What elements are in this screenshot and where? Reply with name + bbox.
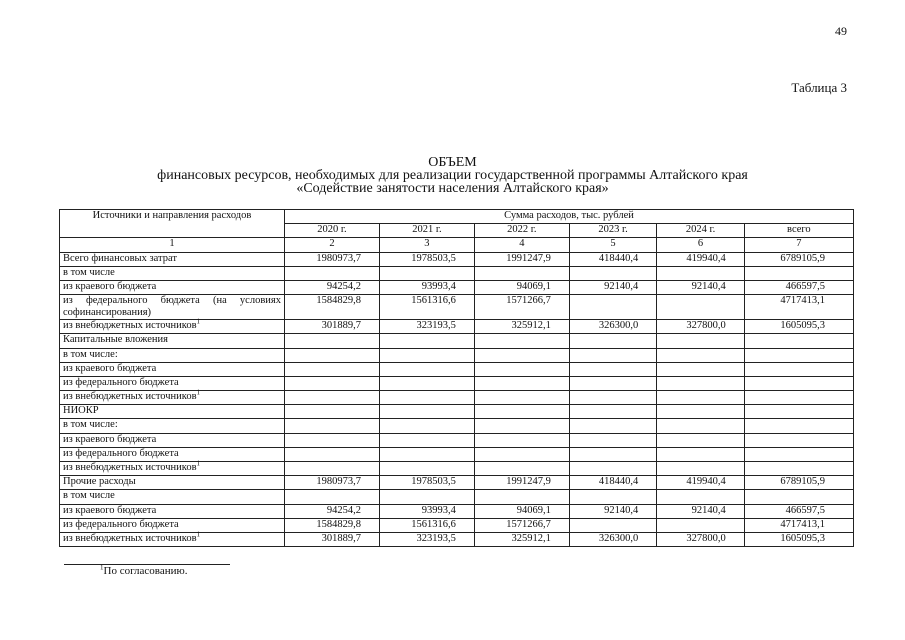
- cell-value: 326300,0: [569, 320, 656, 334]
- cell-value: 419940,4: [657, 476, 744, 490]
- cell-value: 323193,5: [379, 320, 474, 334]
- footnote-ref: 1: [196, 530, 201, 539]
- cell-total: [744, 405, 853, 419]
- row-label: [60, 295, 285, 320]
- table-row: [60, 280, 854, 294]
- row-label-text: из краевого бюджета: [63, 362, 157, 374]
- cell-total: 466597,5: [744, 280, 853, 294]
- table-row: [60, 476, 854, 490]
- cell-value: [474, 376, 569, 390]
- cell-total: 1605095,3: [744, 532, 853, 546]
- row-label: [60, 388, 285, 405]
- table-row: [60, 433, 854, 447]
- cell-total: 466597,5: [744, 504, 853, 518]
- row-label: [60, 419, 285, 433]
- table-label: Таблица 3: [791, 80, 847, 95]
- cell-value: [474, 419, 569, 433]
- cell-value: [379, 334, 474, 348]
- cell-total: [744, 266, 853, 280]
- cell-value: 325912,1: [474, 320, 569, 334]
- row-label: [60, 317, 285, 334]
- table-row: [60, 462, 854, 476]
- row-label-text: в том числе:: [63, 419, 118, 431]
- cell-value: [657, 376, 744, 390]
- row-label-text: из федерального бюджета: [63, 376, 179, 388]
- row-label-text: в том числе: [63, 266, 115, 278]
- cell-value: [569, 376, 656, 390]
- cell-total: 4717413,1: [744, 518, 853, 532]
- cell-value: [569, 391, 656, 405]
- cell-value: 1980973,7: [285, 476, 380, 490]
- cell-value: [474, 462, 569, 476]
- financial-resources-table: [59, 209, 854, 547]
- row-label: [60, 334, 285, 348]
- cell-value: [474, 447, 569, 461]
- cell-value: [379, 405, 474, 419]
- cell-value: [379, 362, 474, 376]
- cell-value: [379, 419, 474, 433]
- cell-value: 94069,1: [474, 504, 569, 518]
- header-year: 2022 г.: [474, 224, 569, 238]
- header-row-numbers: [60, 238, 854, 252]
- row-label: [60, 504, 285, 518]
- cell-value: 1584829,8: [285, 518, 380, 532]
- row-label: [60, 459, 285, 476]
- cell-value: 92140,4: [569, 504, 656, 518]
- cell-value: [569, 447, 656, 461]
- column-number: 7: [744, 238, 853, 252]
- header-year: 2021 г.: [379, 224, 474, 238]
- row-label: [60, 532, 285, 546]
- cell-total: [744, 391, 853, 405]
- cell-total: [744, 362, 853, 376]
- cell-value: [379, 462, 474, 476]
- cell-value: 93993,4: [379, 504, 474, 518]
- table-row: [60, 419, 854, 433]
- table-row: [60, 391, 854, 405]
- footnote-text: По согласованию.: [103, 565, 188, 577]
- document-title: [0, 156, 905, 195]
- row-label: [60, 280, 285, 294]
- cell-value: [569, 433, 656, 447]
- table-row: [60, 490, 854, 504]
- cell-value: [474, 362, 569, 376]
- cell-value: [657, 518, 744, 532]
- cell-value: [474, 266, 569, 280]
- cell-value: [657, 433, 744, 447]
- cell-total: [744, 490, 853, 504]
- header-sum-caption: Сумма расходов, тыс. рублей: [285, 210, 854, 224]
- cell-value: [569, 490, 656, 504]
- header-year: 2024 г.: [657, 224, 744, 238]
- cell-value: [657, 295, 744, 320]
- cell-value: 92140,4: [657, 504, 744, 518]
- row-label: [60, 376, 285, 390]
- row-label: [60, 252, 285, 266]
- cell-value: 1991247,9: [474, 252, 569, 266]
- table-row: [60, 447, 854, 461]
- cell-value: [657, 462, 744, 476]
- table-row: [60, 362, 854, 376]
- row-label-text: из краевого бюджета: [63, 433, 157, 445]
- cell-value: 418440,4: [569, 476, 656, 490]
- cell-value: [569, 405, 656, 419]
- row-label-text: из внебюджетных источников: [63, 462, 197, 473]
- cell-value: 327800,0: [657, 320, 744, 334]
- cell-value: [569, 362, 656, 376]
- cell-value: [285, 490, 380, 504]
- cell-value: [285, 433, 380, 447]
- header-year: 2020 г.: [285, 224, 380, 238]
- row-label-text: из краевого бюджета: [63, 504, 157, 516]
- row-label-text: Прочие расходы: [63, 476, 136, 488]
- cell-value: 1978503,5: [379, 476, 474, 490]
- cell-total: 6789105,9: [744, 252, 853, 266]
- row-label: [60, 490, 285, 504]
- table-row: [60, 320, 854, 334]
- column-number: 6: [657, 238, 744, 252]
- row-label-text: из федерального бюджета (на условиях софинансирования): [63, 295, 281, 319]
- table-row: [60, 532, 854, 546]
- cell-value: [657, 490, 744, 504]
- cell-value: 1991247,9: [474, 476, 569, 490]
- row-label-text: из федерального бюджета: [63, 447, 179, 459]
- row-label-text: Всего финансовых затрат: [63, 252, 177, 264]
- column-number: 2: [285, 238, 380, 252]
- cell-value: 1571266,7: [474, 518, 569, 532]
- header-sources: Источники и направления расходов: [60, 210, 285, 238]
- cell-value: [379, 391, 474, 405]
- table-row: [60, 405, 854, 419]
- cell-value: 326300,0: [569, 532, 656, 546]
- row-label-text: из внебюджетных источников: [63, 391, 197, 403]
- cell-value: [569, 462, 656, 476]
- table-row: [60, 266, 854, 280]
- cell-value: [569, 295, 656, 320]
- cell-value: [569, 419, 656, 433]
- cell-value: 419940,4: [657, 252, 744, 266]
- cell-value: [474, 334, 569, 348]
- row-label-text: в том числе:: [63, 348, 118, 360]
- cell-value: [379, 376, 474, 390]
- cell-value: 1584829,8: [285, 295, 380, 320]
- table-row: [60, 504, 854, 518]
- table-row: [60, 295, 854, 320]
- table-row: [60, 348, 854, 362]
- cell-value: [285, 462, 380, 476]
- cell-value: [285, 362, 380, 376]
- row-label: [60, 266, 285, 280]
- footnote: [100, 565, 187, 577]
- header-year: 2023 г.: [569, 224, 656, 238]
- footnote-ref: 1: [196, 459, 201, 468]
- page-number: 49: [835, 24, 847, 38]
- cell-value: [657, 348, 744, 362]
- cell-value: 1561316,6: [379, 518, 474, 532]
- cell-value: 323193,5: [379, 532, 474, 546]
- title-line-3: «Содействие занятости населения Алтайского края»: [296, 181, 609, 196]
- header-row-1: [60, 210, 854, 224]
- row-label-text: из краевого бюджета: [63, 280, 157, 292]
- cell-value: [285, 447, 380, 461]
- cell-value: 418440,4: [569, 252, 656, 266]
- cell-value: [474, 433, 569, 447]
- cell-value: [474, 405, 569, 419]
- table-row: [60, 376, 854, 390]
- table-row: [60, 252, 854, 266]
- cell-value: [657, 334, 744, 348]
- row-label: [60, 348, 285, 362]
- cell-total: [744, 433, 853, 447]
- cell-value: [569, 518, 656, 532]
- cell-total: 1605095,3: [744, 320, 853, 334]
- row-label: [60, 405, 285, 419]
- cell-value: 93993,4: [379, 280, 474, 294]
- cell-value: 1571266,7: [474, 295, 569, 320]
- title-line-2: финансовых ресурсов, необходимых для реализации государственной программы Алтайского края: [157, 168, 748, 183]
- footnote-mark: 1: [100, 563, 104, 572]
- cell-total: 4717413,1: [744, 295, 853, 320]
- cell-value: [657, 447, 744, 461]
- cell-value: [474, 490, 569, 504]
- cell-value: 1978503,5: [379, 252, 474, 266]
- row-label: [60, 433, 285, 447]
- column-number: 1: [60, 238, 285, 252]
- cell-value: 94254,2: [285, 504, 380, 518]
- row-label: [60, 476, 285, 490]
- cell-value: [379, 433, 474, 447]
- cell-value: [569, 266, 656, 280]
- cell-total: [744, 334, 853, 348]
- row-label: [60, 362, 285, 376]
- cell-total: [744, 376, 853, 390]
- cell-value: [657, 362, 744, 376]
- cell-value: [285, 405, 380, 419]
- row-label: [60, 447, 285, 461]
- cell-value: 1980973,7: [285, 252, 380, 266]
- cell-value: [569, 348, 656, 362]
- cell-value: [285, 334, 380, 348]
- title-line-1: ОБЪЕМ: [428, 155, 477, 170]
- cell-value: 301889,7: [285, 320, 380, 334]
- cell-value: 327800,0: [657, 532, 744, 546]
- row-label: [60, 518, 285, 532]
- cell-value: [474, 348, 569, 362]
- cell-value: [285, 376, 380, 390]
- column-number: 5: [569, 238, 656, 252]
- row-label-text: Капитальные вложения: [63, 334, 168, 346]
- cell-total: [744, 348, 853, 362]
- cell-value: [379, 266, 474, 280]
- column-number: 4: [474, 238, 569, 252]
- cell-value: [657, 391, 744, 405]
- cell-value: [474, 391, 569, 405]
- cell-value: [657, 419, 744, 433]
- row-label-text: в том числе: [63, 490, 115, 502]
- cell-value: [285, 419, 380, 433]
- cell-value: [657, 266, 744, 280]
- cell-value: [285, 391, 380, 405]
- cell-value: 94069,1: [474, 280, 569, 294]
- cell-value: 92140,4: [569, 280, 656, 294]
- row-label-text: из внебюджетных источников: [63, 532, 197, 544]
- table-row: [60, 334, 854, 348]
- cell-total: [744, 419, 853, 433]
- cell-value: [379, 490, 474, 504]
- cell-value: [285, 266, 380, 280]
- cell-total: [744, 462, 853, 476]
- footnote-ref: 1: [196, 388, 201, 397]
- cell-value: 325912,1: [474, 532, 569, 546]
- cell-value: [657, 405, 744, 419]
- row-label-text: НИОКР: [63, 405, 99, 417]
- cell-value: [569, 334, 656, 348]
- cell-value: [285, 348, 380, 362]
- header-total: всего: [744, 224, 853, 238]
- cell-value: [379, 348, 474, 362]
- row-label-text: из внебюджетных источников: [63, 320, 197, 332]
- cell-total: 6789105,9: [744, 476, 853, 490]
- cell-value: 301889,7: [285, 532, 380, 546]
- cell-value: [379, 447, 474, 461]
- footnote-ref: 1: [196, 317, 201, 326]
- table-row: [60, 518, 854, 532]
- cell-value: 92140,4: [657, 280, 744, 294]
- row-label-text: из федерального бюджета: [63, 518, 179, 530]
- column-number: 3: [379, 238, 474, 252]
- cell-value: 94254,2: [285, 280, 380, 294]
- cell-total: [744, 447, 853, 461]
- cell-value: 1561316,6: [379, 295, 474, 320]
